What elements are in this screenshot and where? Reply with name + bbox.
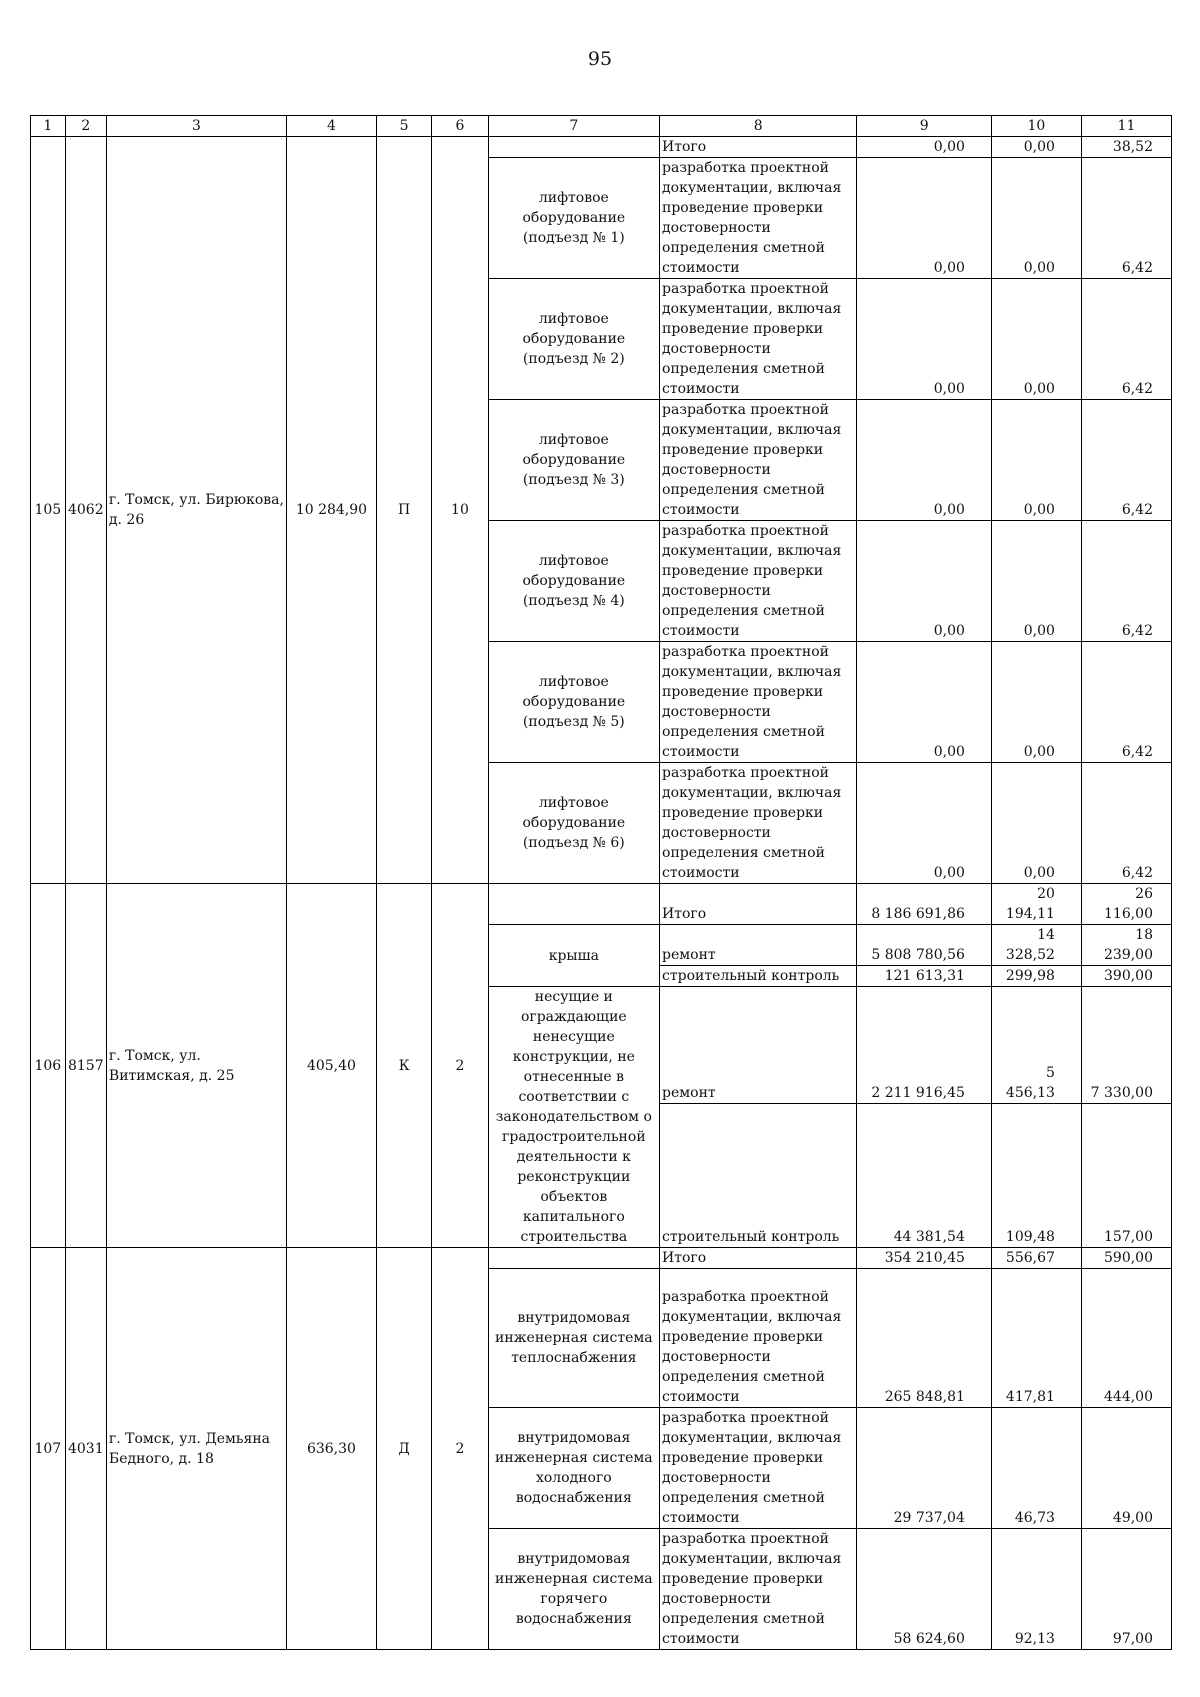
work-type: разработка проектной документации, включая проведение проверки достоверности определения сметной стоимости (660, 1408, 857, 1529)
value-col10: 14 328,52 (991, 925, 1081, 966)
structural-element: лифтовое оборудование (подъезд № 3) (488, 400, 659, 521)
column-number: 11 (1081, 116, 1171, 137)
total-value-col10: 556,67 (991, 1248, 1081, 1269)
house-type: Д (376, 1248, 431, 1650)
work-type: строительный контроль (660, 966, 857, 987)
structural-element: лифтовое оборудование (подъезд № 4) (488, 521, 659, 642)
page-number: 95 (587, 48, 613, 70)
value-col11: 18 239,00 (1081, 925, 1171, 966)
value-col11: 6,42 (1081, 400, 1171, 521)
value-col10: 0,00 (991, 158, 1081, 279)
value-col10: 0,00 (991, 400, 1081, 521)
total-value-col11: 590,00 (1081, 1248, 1171, 1269)
value-col11: 49,00 (1081, 1408, 1171, 1529)
value-col10: 0,00 (991, 279, 1081, 400)
work-type: ремонт (660, 925, 857, 966)
value-col9: 0,00 (857, 158, 991, 279)
structural-element: внутридомовая инженерная система горячего водоснабжения (488, 1529, 659, 1650)
column-number: 8 (660, 116, 857, 137)
value-col9: 44 381,54 (857, 1103, 991, 1247)
value-col9: 58 624,60 (857, 1529, 991, 1650)
value-col10: 0,00 (991, 763, 1081, 884)
total-value-col9: 8 186 691,86 (857, 884, 991, 925)
work-type: разработка проектной документации, включая проведение проверки достоверности определения сметной стоимости (660, 279, 857, 400)
row-number: 105 (31, 137, 66, 884)
value-col11: 6,42 (1081, 521, 1171, 642)
structural-element: крыша (488, 925, 659, 987)
work-type: разработка проектной документации, включая проведение проверки достоверности определения сметной стоимости (660, 1529, 857, 1650)
column-number: 4 (286, 116, 376, 137)
structural-element: лифтовое оборудование (подъезд № 2) (488, 279, 659, 400)
value-col10: 92,13 (991, 1529, 1081, 1650)
total-label: Итого (660, 884, 857, 925)
house-area: 636,30 (286, 1248, 376, 1650)
house-area: 405,40 (286, 884, 376, 1248)
house-total-row (31, 1248, 1172, 1269)
house-address: г. Томск, ул. Бирюкова, д. 26 (106, 137, 286, 884)
structural-element: лифтовое оборудование (подъезд № 6) (488, 763, 659, 884)
value-col10: 417,81 (991, 1269, 1081, 1408)
value-col11: 97,00 (1081, 1529, 1171, 1650)
value-col11: 6,42 (1081, 642, 1171, 763)
house-code: 4062 (65, 137, 106, 884)
row-number: 107 (31, 1248, 66, 1650)
value-col10: 0,00 (991, 521, 1081, 642)
value-col10: 0,00 (991, 642, 1081, 763)
column-number: 5 (376, 116, 431, 137)
value-col9: 0,00 (857, 279, 991, 400)
column-number: 3 (106, 116, 286, 137)
house-total-row (31, 137, 1172, 158)
work-type: разработка проектной документации, включая проведение проверки достоверности определения сметной стоимости (660, 400, 857, 521)
structural-element: внутридомовая инженерная система теплоснабжения (488, 1269, 659, 1408)
column-number: 9 (857, 116, 991, 137)
total-label: Итого (660, 137, 857, 158)
value-col9: 2 211 916,45 (857, 987, 991, 1104)
value-col9: 5 808 780,56 (857, 925, 991, 966)
work-type: разработка проектной документации, включая проведение проверки достоверности определения сметной стоимости (660, 1269, 857, 1408)
column-number: 1 (31, 116, 66, 137)
value-col9: 0,00 (857, 400, 991, 521)
value-col9: 265 848,81 (857, 1269, 991, 1408)
value-col10: 299,98 (991, 966, 1081, 987)
work-type: разработка проектной документации, включая проведение проверки достоверности определения сметной стоимости (660, 521, 857, 642)
value-col11: 6,42 (1081, 158, 1171, 279)
structural-element: несущие и ограждающие ненесущие конструкции, не отнесенные в соответствии с законодательством о градостроительной деятельности к реконструкции объектов капитального строительства (488, 987, 659, 1248)
house-address: г. Томск, ул. Демьяна Бедного, д. 18 (106, 1248, 286, 1650)
house-total-row (31, 884, 1172, 925)
value-col10: 46,73 (991, 1408, 1081, 1529)
house-area: 10 284,90 (286, 137, 376, 884)
structural-element: внутридомовая инженерная система холодного водоснабжения (488, 1408, 659, 1529)
total-value-col10: 0,00 (991, 137, 1081, 158)
house-type: П (376, 137, 431, 884)
work-type: ремонт (660, 987, 857, 1104)
column-number: 10 (991, 116, 1081, 137)
column-number: 2 (65, 116, 106, 137)
value-col9: 121 613,31 (857, 966, 991, 987)
work-type: разработка проектной документации, включая проведение проверки достоверности определения сметной стоимости (660, 158, 857, 279)
structural-element: лифтовое оборудование (подъезд № 1) (488, 158, 659, 279)
value-col11: 444,00 (1081, 1269, 1171, 1408)
work-type: разработка проектной документации, включая проведение проверки достоверности определения сметной стоимости (660, 642, 857, 763)
row-number: 106 (31, 884, 66, 1248)
value-col11: 7 330,00 (1081, 987, 1171, 1104)
value-col10: 5 456,13 (991, 987, 1081, 1104)
value-col9: 0,00 (857, 642, 991, 763)
repair-program-table (30, 115, 1172, 1650)
total-value-col9: 354 210,45 (857, 1248, 991, 1269)
house-floors: 2 (432, 884, 488, 1248)
value-col10: 109,48 (991, 1103, 1081, 1247)
column-number: 6 (432, 116, 488, 137)
total-element-cell (488, 1248, 659, 1269)
structural-element: лифтовое оборудование (подъезд № 5) (488, 642, 659, 763)
house-floors: 2 (432, 1248, 488, 1650)
value-col11: 390,00 (1081, 966, 1171, 987)
value-col9: 0,00 (857, 763, 991, 884)
house-type: К (376, 884, 431, 1248)
house-address: г. Томск, ул. Витимская, д. 25 (106, 884, 286, 1248)
value-col11: 6,42 (1081, 763, 1171, 884)
column-number: 7 (488, 116, 659, 137)
total-value-col10: 20 194,11 (991, 884, 1081, 925)
value-col9: 0,00 (857, 521, 991, 642)
work-type: разработка проектной документации, включая проведение проверки достоверности определения сметной стоимости (660, 763, 857, 884)
work-type: строительный контроль (660, 1103, 857, 1247)
total-label: Итого (660, 1248, 857, 1269)
house-code: 4031 (65, 1248, 106, 1650)
house-code: 8157 (65, 884, 106, 1248)
total-value-col9: 0,00 (857, 137, 991, 158)
value-col9: 29 737,04 (857, 1408, 991, 1529)
value-col11: 6,42 (1081, 279, 1171, 400)
total-element-cell (488, 884, 659, 925)
total-value-col11: 26 116,00 (1081, 884, 1171, 925)
total-value-col11: 38,52 (1081, 137, 1171, 158)
house-floors: 10 (432, 137, 488, 884)
value-col11: 157,00 (1081, 1103, 1171, 1247)
total-element-cell (488, 137, 659, 158)
column-number-row (31, 116, 1172, 137)
